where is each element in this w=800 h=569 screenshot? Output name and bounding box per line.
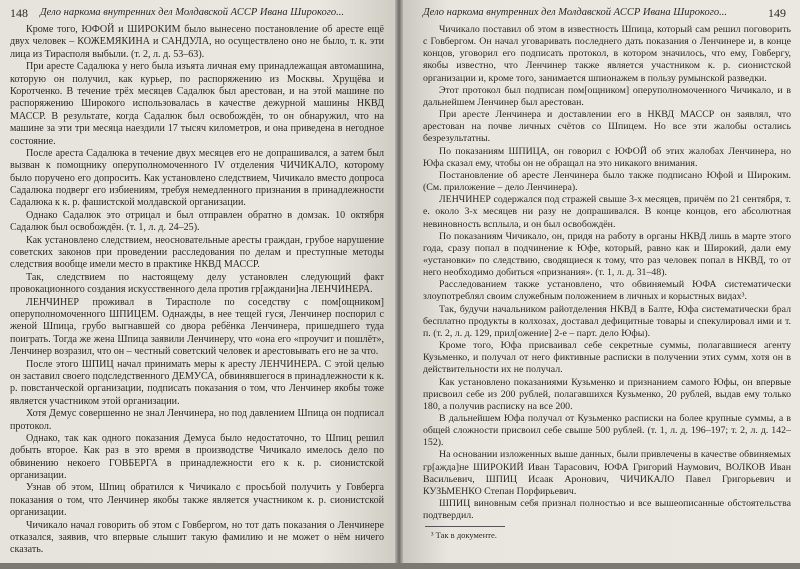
right-running-head: Дело наркома внутренних дел Молдавской АССР Ивана Широкого... — [423, 7, 727, 18]
left-page-body — [10, 24, 384, 557]
book-gutter — [395, 0, 403, 569]
right-page — [401, 0, 800, 566]
footnote: ³ Так в документе. — [431, 530, 497, 540]
paragraph: Кроме того, Юфа присваивал себе секретные суммы, полагавшиеся агенту Кузьменко, и получал от него фиктивные расписки в получении этих сумм, хотя он в действительности их не получал. — [423, 340, 791, 376]
left-page-number: 148 — [10, 6, 28, 20]
paragraph: Постановление об аресте Ленчинера было также подписано Юфой и Широким. (См. приложение – дело Ленчинера). — [423, 169, 791, 194]
paragraph: По показаниям ШПИЦА, он говорил с ЮФОЙ об этих жалобах Ленчинера, но Юфа сказал ему, чтобы он не обращал на это никакого внимания. — [423, 145, 791, 169]
paragraph: Так, будучи начальником райотделения НКВД в Балте, Юфа систематически брал бесплатно продукты в колхозах, доставал дефицитные товары и спекулировал ими и т. п. (т. 2, л. д. 129, прил[ожение] 2-е – парт. дело Юфы). — [423, 303, 791, 339]
paragraph: ШПИЦ виновным себя признал полностью и все вышеописанные обстоятельства подтвердил. — [423, 498, 791, 522]
paragraph: Чичикало начал говорить об этом с Говбергом, но тот дать показания о Ленчинере отказался, заявив, что впервые слышит такую фамилию и не может о нём ничего сказать. — [10, 519, 384, 556]
paragraph: Так, следствием по настоящему делу установлен следующий факт провокационного создания искусственного дела против гр[аждани]на ЛЕНЧИНЕРА. — [10, 271, 384, 296]
paragraph: По показаниям Чичикало, он, придя на работу в органы НКВД лишь в марте этого года, сразу попал в подчинение к Юфе, который, равно как и Широкий, дали ему «установки» по следствию, сводящиеся к тому, что раз человек попал в НКВД, то от него необходимо добиться «признания». (т. 1, л. д. 31–48). — [423, 230, 791, 279]
paragraph: Однако, так как одного показания Демуса было недостаточно, то Шпиц решил добыть второе. Как раз в это время в производстве Чичикало имелось дело по обвинению некоего ГОВБЕРГА в принадлежности его к к. р. сионистской организации. — [10, 432, 384, 482]
right-page-header — [415, 6, 786, 20]
left-page — [0, 0, 397, 566]
left-running-head: Дело наркома внутренних дел Молдавской АССР Ивана Широкого... — [40, 7, 344, 18]
paragraph: При аресте Ленчинера и доставлении его в НКВД МАССР он заявлял, что арестован на почве личных счётов со Шпицем. Но все эти жалобы остались безрезультатны. — [423, 109, 791, 145]
paragraph: При аресте Садалюка у него была изъята личная ему принадлежащая автомашина, которую он получил, как курьер, по распоряжению из Москвы. Хрущёва и Коротченко. В течение трёх месяцев Садалюк был арестован, и на этой машине по распоряжению Широкого использовалась в качестве дежурной машины НКВД МАССР. В результате, когда Садалюк был освобождён, то он обнаружил, что на машине за эти три месяца наездили 17 тысяч километров, и она приведена в негодное состояние. — [10, 61, 384, 147]
paragraph: После этого ШПИЦ начал принимать меры к аресту ЛЕНЧИНЕРА. С этой целью он заставил своего подследственного ДЕМУСА, обвинявшегося в принадлежности к к. р. повстанческой организации, подписать показания о том, что Ленчинер якобы тоже является участником этой организации. — [10, 358, 384, 407]
footnote-rule — [425, 526, 505, 527]
paragraph: Узнав об этом, Шпиц обратился к Чичикало с просьбой получить у Говберга показания о том, что Ленчинер якобы также является участником к. р. сионистской организации. — [10, 482, 384, 519]
right-page-body — [423, 24, 791, 522]
paragraph: Как установлено показаниями Кузьменко и признанием самого Юфы, он впервые присвоил себе из 200 рублей, полагавшихся Кузьменко, 20 рублей, выдав ему только 180, а получив расписку на все 200. — [423, 376, 791, 412]
paragraph: На основании изложенных выше данных, были привлечены в качестве обвиняемых гр[ажда]не ШИРОКИЙ Иван Тарасович, ЮФА Григорий Наумович, ВОЛКОВ Иван Васильевич, ШПИЦ Исаак Аронович, ЧИЧИКАЛО Павел Григорьевич и КУЗЬМЕНКО Степан Порфирьевич. — [423, 449, 791, 497]
paragraph: Однако Садалюк это отрицал и был отправлен обратно в домзак. 10 октября Садалюк был освобождён. (т. 1, л. д. 24–25). — [10, 209, 384, 234]
page-bottom-edge — [0, 563, 800, 569]
paragraph: Как установлено следствием, неосновательные аресты граждан, грубое нарушение советских законов при проведении расследования по делам и преступные методы следствия вообще имели место в практике НКВД МАССР. — [10, 234, 384, 271]
paragraph: Этот протокол был подписан пом[ощником] оперуполномоченного Чичикало, и в дальнейшем Ленчинер был арестован. — [423, 84, 791, 108]
paragraph: Расследованием также установлено, что обвиняемый ЮФА систематически злоупотреблял своим служебным положением в личных и корыстных видах³. — [423, 279, 791, 303]
paragraph: После ареста Садалюка в течение двух месяцев его не допрашивался, а затем был вызван к помощнику оперуполномоченного IV отделения ЧИЧИКАЛО, которому было поручено его допросить. Как установлено следствием, Чичикало вместо допроса Садалюка подверг его избиениям, требуя немедленного признания в принадлежности Садалюка к к. р. фашистской молдавской организации. — [10, 147, 384, 209]
paragraph: Кроме того, ЮФОЙ и ШИРОКИМ было вынесено постановление об аресте ещё двух человек – КОЖЕМЯКИНА и САНДУЛА, но осуществлено оно не было, т. к. эти лица из Тирасполя выбыли. (т. 2, л. д. 53–63). — [10, 24, 384, 60]
paragraph: ЛЕНЧИНЕР проживал в Тирасполе по соседству с пом[ощником] оперуполномоченного ШПИЦЕМ. Однажды, в нее тещей гуся, Ленчинер поспорил с женой Шпица, грубо выгнавшей со двора ребёнка Ленчинера, пришедшего туда поиграть. Тогда же жена Шпица заявили Ленчинеру, что «она его «проучит и пошлёт», Ленчинер возразил, что он – честный советский человек и арестовывать его не за что. — [10, 296, 384, 358]
paragraph: ЛЕНЧИНЕР содержался под стражей свыше 3-х месяцев, причём по 21 сентября, т. е. около 3-х месяцев ни разу не допрашивался. В конце концов, его абсолютная невиновность всплыла, и он был освобождён. — [423, 194, 791, 230]
paragraph: Чичикало поставил об этом в известность Шпица, который сам решил поговорить с Говбергом. Он начал уговаривать последнего дать показания о Ленчинере и, в конце концов, уговорил его подписать протокол, в котором значилось, что ему, Говбергу, якобы известно, что Ленчинер также является участником к. р. сионистской организации и, кроме того, занимается шпионажем в пользу румынской разведки. — [423, 24, 791, 84]
right-page-number: 149 — [768, 6, 786, 20]
paragraph: В дальнейшем Юфа получал от Кузьменко расписки на более крупные суммы, а в общей сложности присвоил себе свыше 500 рублей. (т. 1, л. д. 196–197; т. 2, л. д. 142–152). — [423, 413, 791, 449]
left-page-header — [10, 6, 387, 20]
paragraph: Хотя Демус совершенно не знал Ленчинера, но под давлением Шпица он подписал протокол. — [10, 408, 384, 432]
